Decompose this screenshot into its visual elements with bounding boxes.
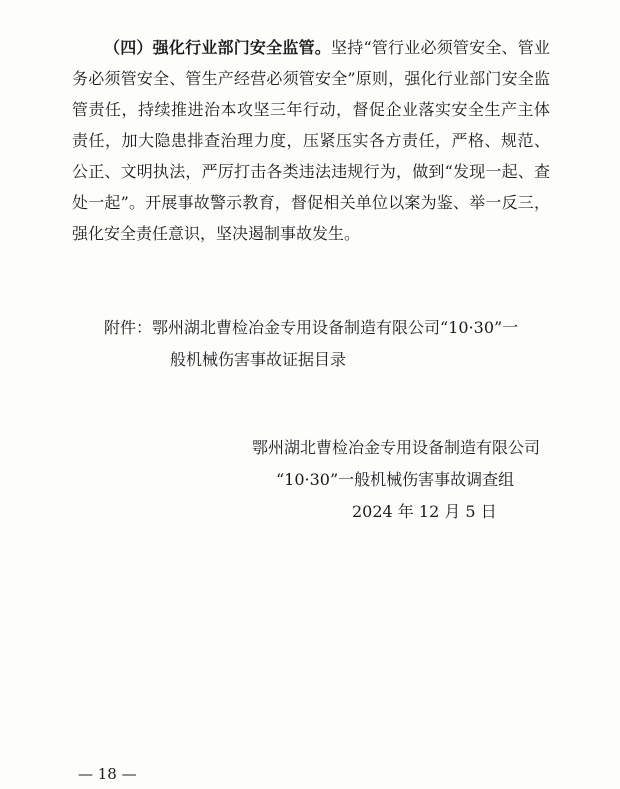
attachment-label: 附件： xyxy=(104,318,153,337)
signature-block xyxy=(240,432,560,528)
signature-group-name: “10·30”一般机械伤害事故调查组 xyxy=(276,470,515,489)
page-number: — 18 — xyxy=(78,765,137,783)
signature-date: 2024 年 12 月 5 日 xyxy=(352,502,497,521)
section-paragraph xyxy=(72,32,550,249)
section-heading: （四）强化行业部门安全监管。 xyxy=(104,38,332,57)
signature-org-name: 鄂州湖北曹检冶金专用设备制造有限公司 xyxy=(252,438,541,457)
attachment-title-line1: 鄂州湖北曹检冶金专用设备制造有限公司“10·30”一 xyxy=(152,318,519,337)
section-body: 坚持“管行业必须管安全、管业务必须管安全、管生产经营必须管安全”原则，强化行业部门安全监管责任，持续推进治本攻坚三年行动，督促企业落实安全生产主体责任，加大隐患排查治理力度，压紧压实各方责任，严格、规范、公正、文明执法，严厉打击各类违法违规行为，做到“发现一起、查处一起”。开展事故警示教育，督促相关单位以案为鉴、举一反三，强化安全责任意识，坚决遏制事故发生。 xyxy=(72,38,550,243)
attachment-block xyxy=(104,312,554,376)
attachment-row xyxy=(104,312,554,344)
attachment-title-line2: 般机械伤害事故证据目录 xyxy=(170,350,347,369)
